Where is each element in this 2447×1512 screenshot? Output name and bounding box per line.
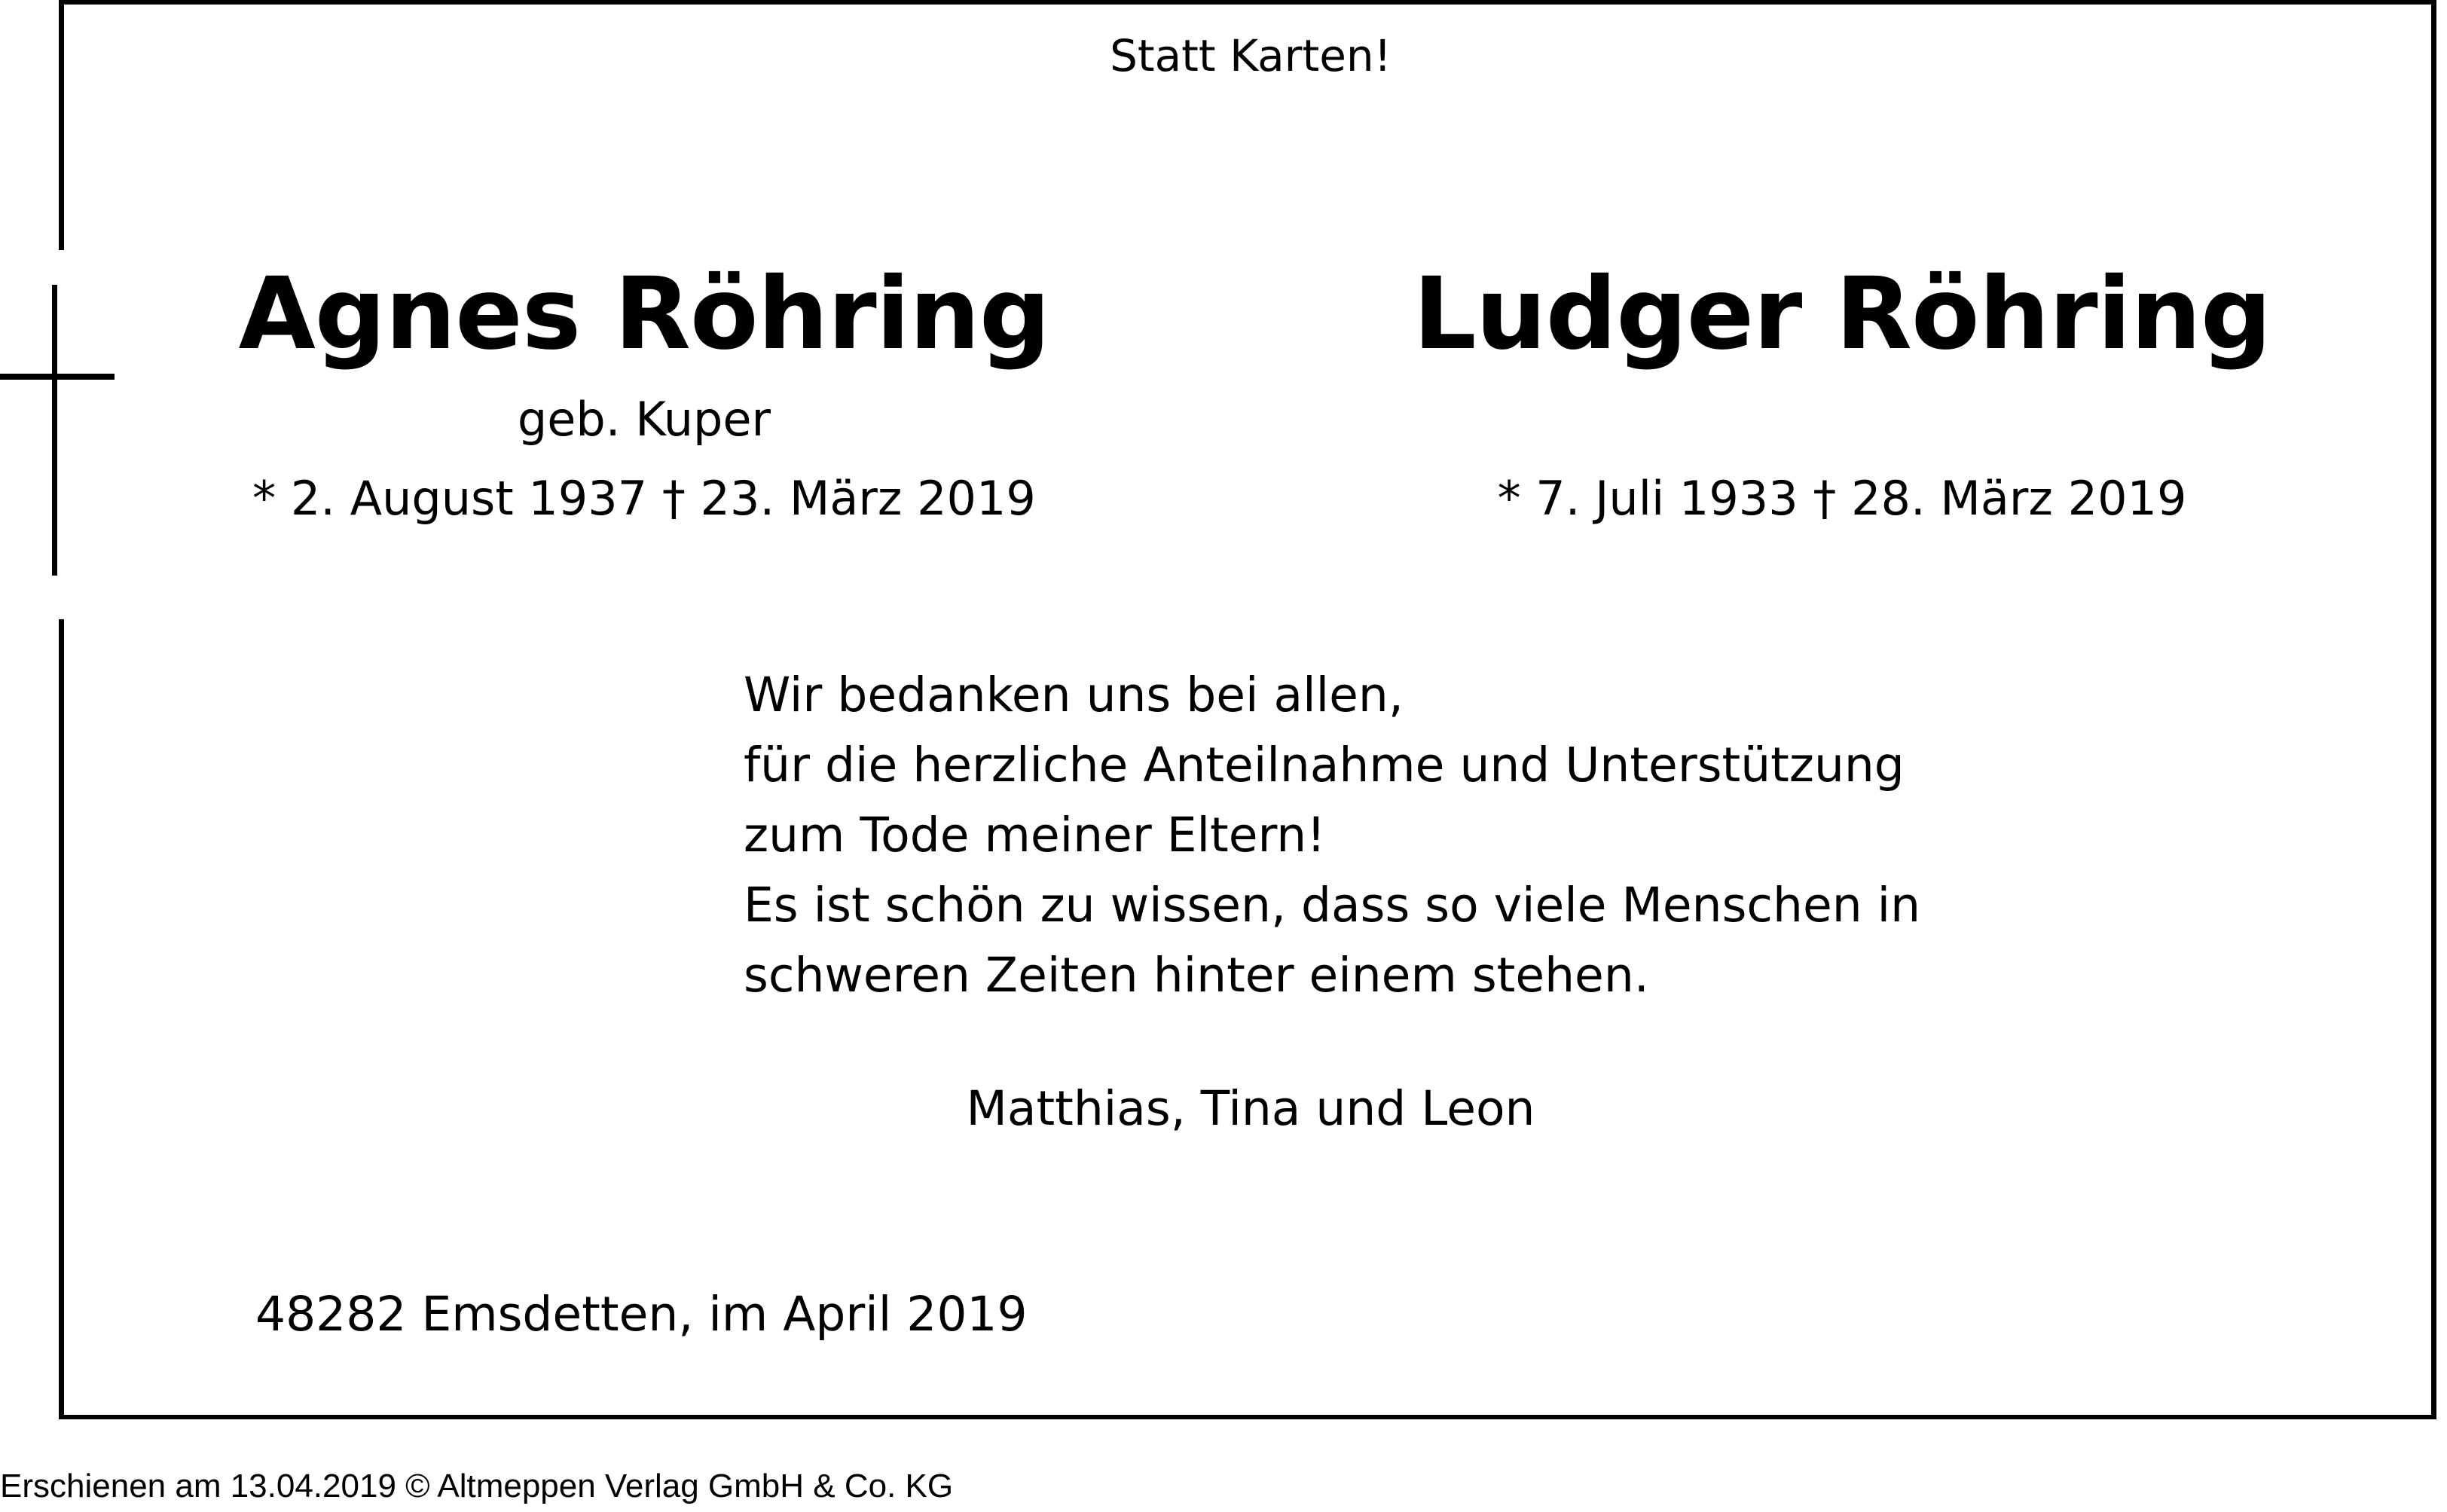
message-line: Wir bedanken uns bei allen, <box>744 667 1404 722</box>
person-name: Agnes Röhring <box>238 256 1050 372</box>
place-date: 48282 Emsdetten, im April 2019 <box>255 1287 1028 1342</box>
message-line: zum Tode meiner Eltern! <box>744 808 1326 863</box>
notice-headline: Statt Karten! <box>1110 30 1392 81</box>
message-line: für die herzliche Anteilnahme und Unterstützung <box>744 738 1905 793</box>
life-dates: * 2. August 1937 † 23. März 2019 <box>252 471 1036 526</box>
cross-horizontal-bar <box>0 374 115 380</box>
life-dates: * 7. Juli 1933 † 28. März 2019 <box>1497 471 2187 526</box>
thank-you-message <box>744 660 1920 1010</box>
maiden-name: geb. Kuper <box>517 392 771 447</box>
signature: Matthias, Tina und Leon <box>966 1081 1535 1136</box>
cross-vertical-bar <box>52 285 57 576</box>
message-line: schweren Zeiten hinter einem stehen. <box>744 948 1649 1003</box>
message-line: Es ist schön zu wissen, dass so viele Menschen in <box>744 878 1921 933</box>
person-name: Ludger Röhring <box>1413 256 2271 372</box>
frame-left-border-top <box>59 0 64 250</box>
frame-left-border-bottom <box>59 619 64 1419</box>
publication-footer: Erschienen am 13.04.2019 © Altmeppen Verlag GmbH & Co. KG <box>0 1468 954 1504</box>
